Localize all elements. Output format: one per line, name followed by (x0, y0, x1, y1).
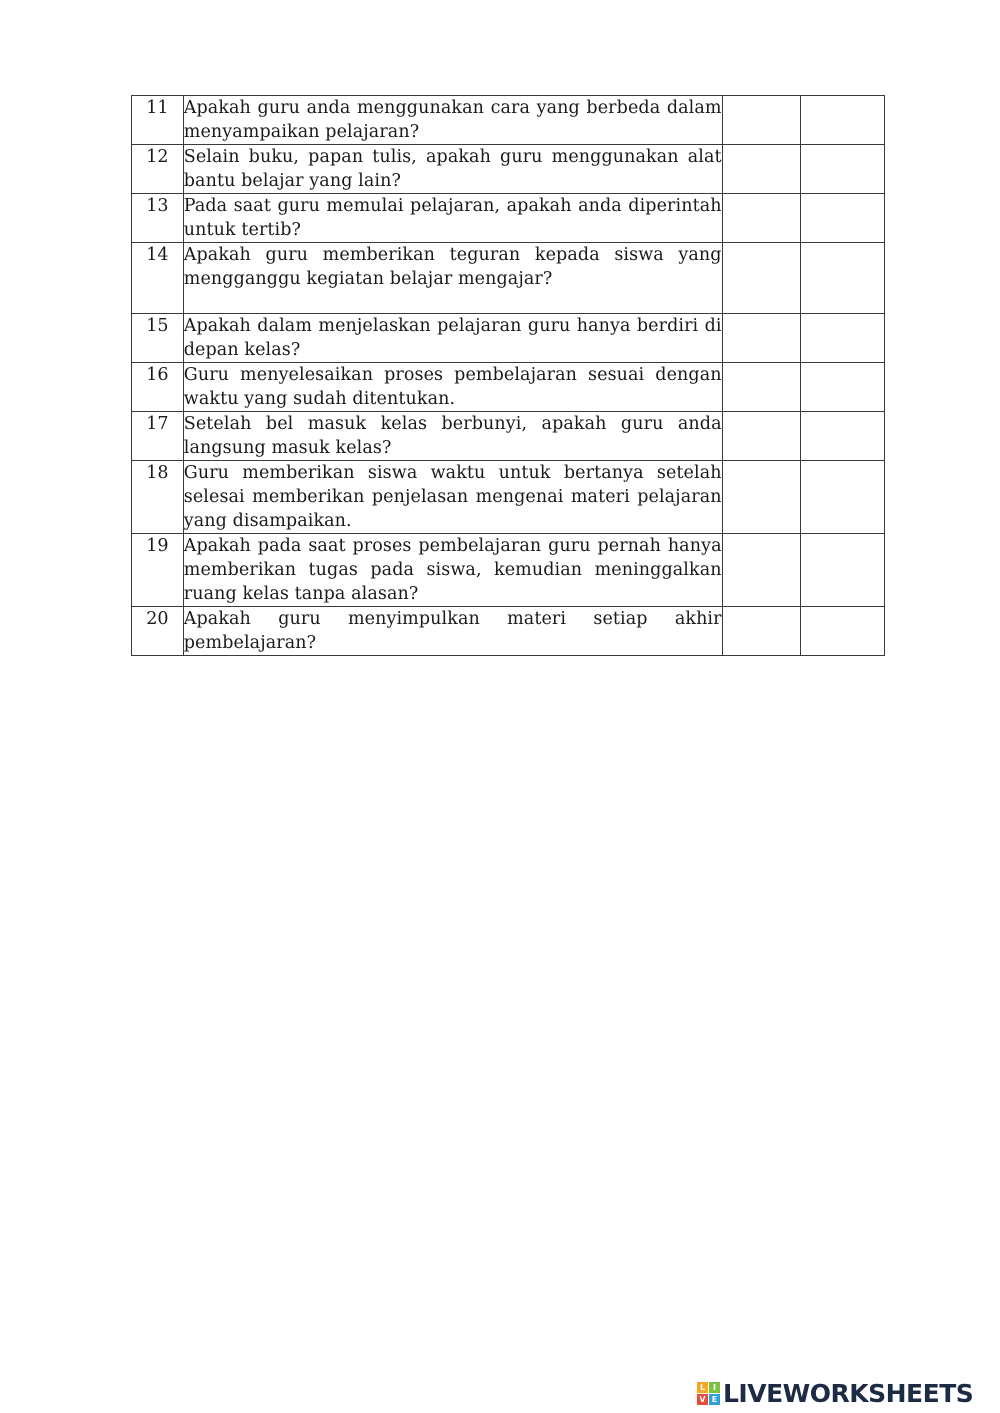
question-number: 14 (132, 243, 184, 314)
table-row (132, 145, 885, 194)
answer-cell-2[interactable] (800, 363, 884, 412)
question-text: Apakah guru anda menggunakan cara yang berbeda dalam menyampaikan pelajaran? (183, 96, 722, 145)
table-row (132, 412, 885, 461)
answer-cell-2[interactable] (800, 96, 884, 145)
question-text: Pada saat guru memulai pelajaran, apakah anda diperintah untuk tertib? (183, 194, 722, 243)
answer-cell-2[interactable] (800, 145, 884, 194)
answer-cell-2[interactable] (800, 243, 884, 314)
question-number: 20 (132, 607, 184, 656)
logo-letter: L (697, 1382, 708, 1393)
answer-cell-2[interactable] (800, 461, 884, 534)
answer-cell-1[interactable] (722, 314, 800, 363)
table-row (132, 96, 885, 145)
answer-cell-1[interactable] (722, 145, 800, 194)
question-number: 18 (132, 461, 184, 534)
answer-cell-1[interactable] (722, 607, 800, 656)
answer-cell-2[interactable] (800, 314, 884, 363)
table-row (132, 314, 885, 363)
table-row (132, 607, 885, 656)
question-text: Apakah guru menyimpulkan materi setiap akhir pembelajaran? (183, 607, 722, 656)
logo-letter: E (709, 1394, 720, 1405)
table-row (132, 243, 885, 314)
answer-cell-1[interactable] (722, 412, 800, 461)
question-text: Guru memberikan siswa waktu untuk bertanya setelah selesai memberikan penjelasan mengenai materi pelajaran yang disampaikan. (183, 461, 722, 534)
question-number: 19 (132, 534, 184, 607)
answer-cell-1[interactable] (722, 461, 800, 534)
question-text: Apakah guru memberikan teguran kepada siswa yang mengganggu kegiatan belajar mengajar? (183, 243, 722, 314)
answer-cell-2[interactable] (800, 194, 884, 243)
question-number: 17 (132, 412, 184, 461)
question-text: Apakah pada saat proses pembelajaran guru pernah hanya memberikan tugas pada siswa, kemudian meninggalkan ruang kelas tanpa alasan? (183, 534, 722, 607)
questionnaire-table (131, 95, 885, 656)
answer-cell-1[interactable] (722, 534, 800, 607)
answer-cell-1[interactable] (722, 194, 800, 243)
question-number: 15 (132, 314, 184, 363)
answer-cell-2[interactable] (800, 607, 884, 656)
table-row (132, 461, 885, 534)
table-row (132, 194, 885, 243)
question-number: 12 (132, 145, 184, 194)
answer-cell-2[interactable] (800, 534, 884, 607)
question-text: Apakah dalam menjelaskan pelajaran guru hanya berdiri di depan kelas? (183, 314, 722, 363)
question-number: 11 (132, 96, 184, 145)
question-text: Guru menyelesaikan proses pembelajaran sesuai dengan waktu yang sudah ditentukan. (183, 363, 722, 412)
answer-cell-1[interactable] (722, 96, 800, 145)
logo-letter: I (709, 1382, 720, 1393)
question-text: Setelah bel masuk kelas berbunyi, apakah guru anda langsung masuk kelas? (183, 412, 722, 461)
brand-name: LIVEWORKSHEETS (723, 1378, 974, 1408)
logo-letter: V (697, 1394, 708, 1405)
table-row (132, 363, 885, 412)
logo-icon (697, 1382, 720, 1405)
liveworksheets-logo (697, 1378, 973, 1408)
answer-cell-2[interactable] (800, 412, 884, 461)
answer-cell-1[interactable] (722, 243, 800, 314)
table-row (132, 534, 885, 607)
question-text: Selain buku, papan tulis, apakah guru menggunakan alat bantu belajar yang lain? (183, 145, 722, 194)
answer-cell-1[interactable] (722, 363, 800, 412)
question-number: 13 (132, 194, 184, 243)
question-number: 16 (132, 363, 184, 412)
